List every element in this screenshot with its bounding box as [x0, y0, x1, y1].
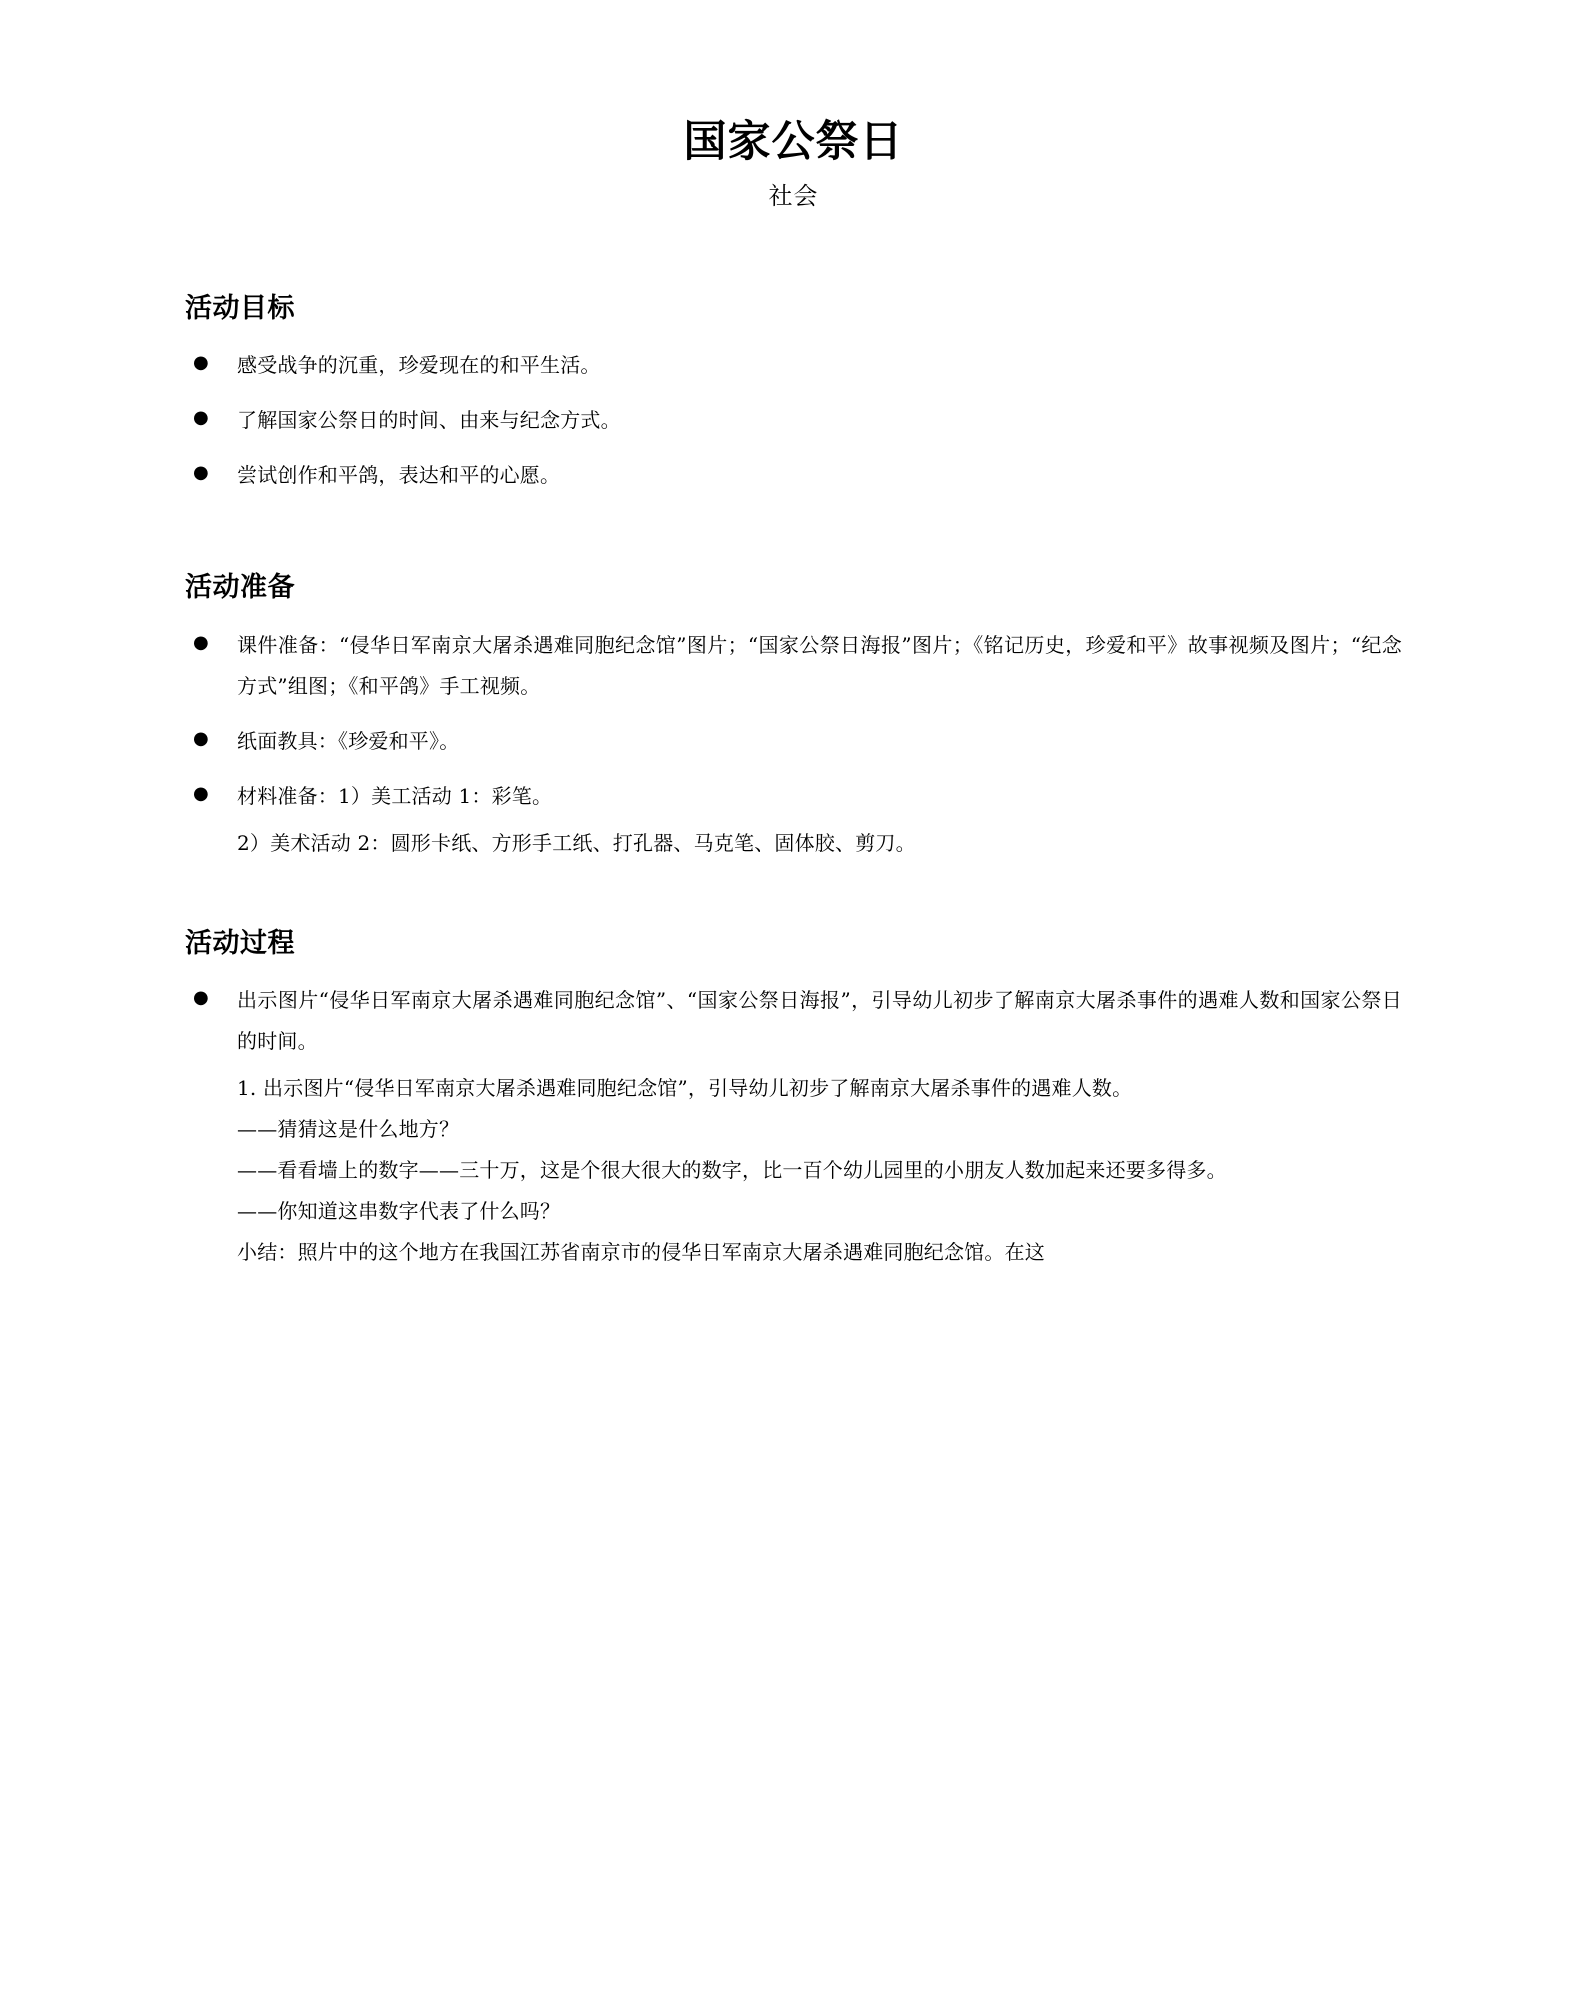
- section-heading-goals: 活动目标: [185, 292, 295, 324]
- process-summary: 小结：照片中的这个地方在我国江苏省南京市的侵华日军南京大屠杀遇难同胞纪念馆。在这: [237, 1239, 1045, 1264]
- list-item: [185, 625, 1402, 707]
- section-heading-process: 活动过程: [185, 927, 295, 959]
- list-item: [185, 345, 1402, 386]
- process-dialogue-2: ——看看墙上的数字——三十万，这是个很大很大的数字，比一百个幼儿园里的小朋友人数加起来还要多得多。: [237, 1157, 1227, 1182]
- process-list: [185, 980, 1402, 1062]
- spacer: [185, 213, 1402, 291]
- bullet-icon: ●: [193, 462, 209, 484]
- preparation-list: [185, 625, 1402, 817]
- list-item-text: 感受战争的沉重，珍爱现在的和平生活。: [237, 353, 601, 378]
- spacer: [185, 864, 1402, 926]
- page-title: 国家公祭日: [683, 117, 904, 167]
- process-dialogue-1: ——猜猜这是什么地方？: [237, 1116, 460, 1141]
- list-item-text: 纸面教具：《珍爱和平》。: [237, 728, 460, 753]
- list-item: [185, 980, 1402, 1062]
- section-activity-goals: [185, 291, 1402, 496]
- list-item-text: 课件准备：“侵华日军南京大屠杀遇难同胞纪念馆”图片；“国家公祭日海报”图片；《铭记历史，珍爱和平》故事视频及图片；“纪念方式”组图；《和平鸽》手工视频。: [237, 632, 1402, 698]
- list-item-text: 了解国家公祭日的时间、由来与纪念方式。: [237, 408, 621, 433]
- spacer: [185, 510, 1402, 570]
- bullet-icon: ●: [193, 407, 209, 429]
- list-item: [185, 721, 1402, 762]
- list-item-text: 材料准备：1）美工活动 1：彩笔。: [237, 783, 553, 808]
- page-subtitle: 社会: [768, 182, 819, 211]
- bullet-icon: ●: [193, 631, 209, 653]
- bullet-icon: ●: [193, 727, 209, 749]
- bullet-icon: ●: [193, 782, 209, 804]
- preparation-sub-line: 2）美术活动 2：圆形卡纸、方形手工纸、打孔器、马克笔、固体胶、剪刀。: [237, 830, 916, 855]
- section-activity-process: [185, 926, 1402, 1273]
- goals-list: [185, 345, 1402, 496]
- list-item-text: 尝试创作和平鸽，表达和平的心愿。: [237, 463, 561, 488]
- list-item: [185, 776, 1402, 817]
- process-dialogue-3: ——你知道这串数字代表了什么吗？: [237, 1198, 561, 1223]
- list-item: [185, 455, 1402, 496]
- bullet-icon: ●: [193, 352, 209, 374]
- section-heading-preparation: 活动准备: [185, 572, 295, 604]
- bullet-icon: ●: [193, 986, 209, 1008]
- list-item-text: 出示图片“侵华日军南京大屠杀遇难同胞纪念馆”、“国家公祭日海报”，引导幼儿初步了解南京大屠杀事件的遇难人数和国家公祭日的时间。: [237, 987, 1402, 1053]
- section-activity-preparation: [185, 570, 1402, 863]
- process-step-1: 1. 出示图片“侵华日军南京大屠杀遇难同胞纪念馆”，引导幼儿初步了解南京大屠杀事件的遇难人数。: [237, 1075, 1133, 1100]
- list-item: [185, 400, 1402, 441]
